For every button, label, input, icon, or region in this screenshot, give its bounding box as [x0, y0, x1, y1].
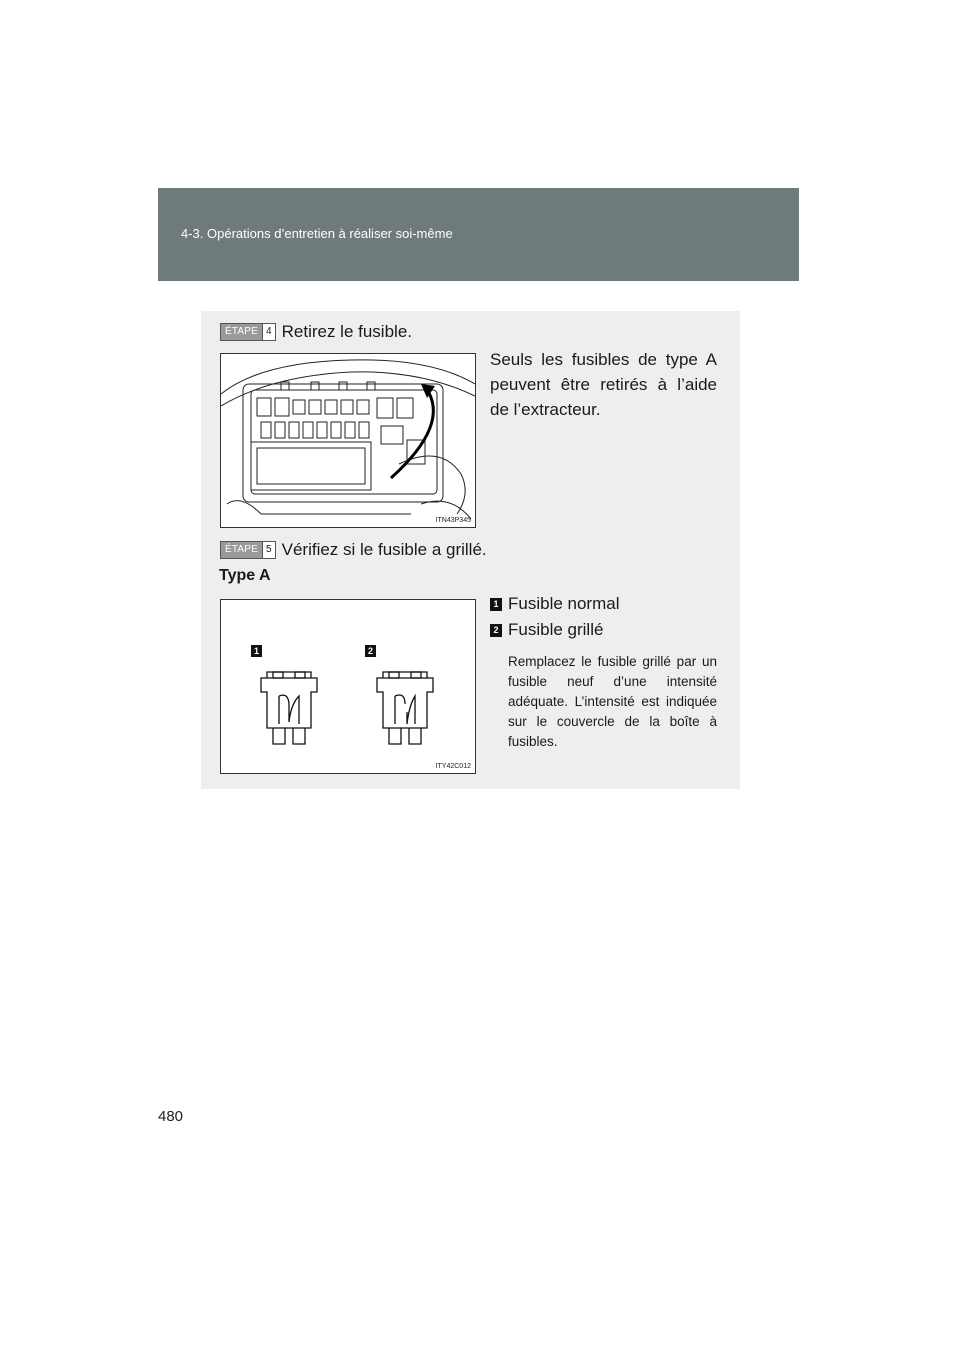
figure-code: ITY42C012	[435, 763, 471, 770]
section-header	[158, 188, 799, 281]
legend-text: Fusible grillé	[508, 620, 604, 639]
legend-number: 1	[490, 598, 502, 611]
figure-code: ITN43P345	[435, 517, 471, 524]
step-badge	[220, 323, 276, 341]
figure-label-1: 1	[251, 645, 262, 657]
step-text: Vérifiez si le fusible a grillé.	[281, 540, 487, 559]
replace-note: Remplacez le fusible grillé par un fusible neuf d’une intensité adéquate. L’intensité est indiquée sur le couvercle de la boîte à fusibles.	[508, 654, 717, 749]
fuse-box-illustration	[221, 354, 475, 527]
step-text: Retirez le fusible.	[281, 322, 412, 341]
fuse-box-figure	[220, 353, 476, 528]
legend-text: Fusible normal	[508, 594, 620, 613]
figure-label-2: 2	[365, 645, 376, 657]
step-4	[220, 322, 412, 342]
step-word: ÉTAPE	[221, 542, 262, 558]
step-5	[220, 540, 487, 560]
page-number: 480	[158, 1108, 184, 1125]
step-badge	[220, 541, 276, 559]
fuse-illustration	[221, 600, 475, 773]
legend-item-2	[490, 620, 603, 640]
type-heading: Type A	[219, 567, 271, 584]
step4-note: Seuls les fusibles de type A peuvent être retirés à l’aide de l’extracteur.	[490, 350, 717, 419]
legend-number: 2	[490, 624, 502, 637]
section-title: 4-3. Opérations d’entretien à réaliser soi-même	[181, 226, 453, 241]
step-number: 4	[262, 324, 275, 340]
legend-item-1	[490, 594, 620, 614]
fuse-type-figure	[220, 599, 476, 774]
step-number: 5	[262, 542, 275, 558]
step-word: ÉTAPE	[221, 324, 262, 340]
